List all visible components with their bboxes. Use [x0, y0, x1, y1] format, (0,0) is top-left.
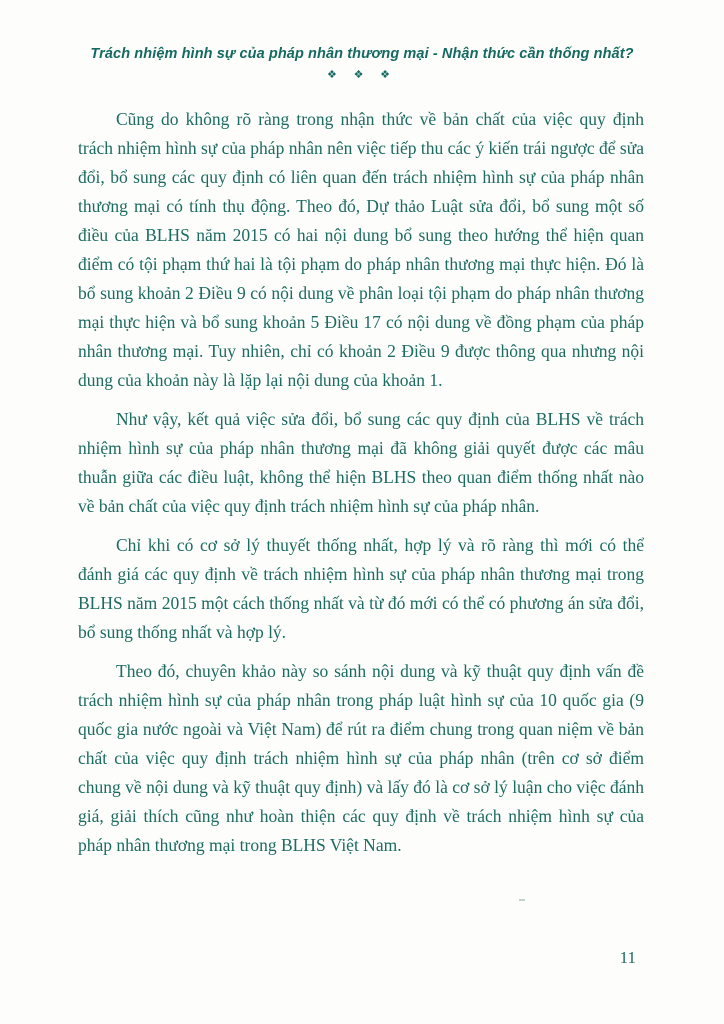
running-header-title: Trách nhiệm hình sự của pháp nhân thương mại - Nhận thức cần thống nhất? — [90, 46, 634, 62]
paragraph-4: Theo đó, chuyên khảo này so sánh nội dung và kỹ thuật quy định vấn đề trách nhiệm hình sự của pháp nhân trong pháp luật hình sự của 10 quốc gia (9 quốc gia nước ngoài và Việt Nam) để rút ra điểm chung trong quan niệm về bản chất của việc quy định trách nhiệm hình sự của pháp nhân (trên cơ sở điểm chung về nội dung và kỹ thuật quy định) và lấy đó là cơ sở lý luận cho việc đánh giá, giải thích cũng như hoàn thiện các quy định về trách nhiệm hình sự của pháp nhân thương mại trong BLHS Việt Nam. — [78, 661, 644, 855]
paragraph-1: Cũng do không rõ ràng trong nhận thức về bản chất của việc quy định trách nhiệm hình sự của pháp nhân nên việc tiếp thu các ý kiến trái ngược để sửa đổi, bổ sung các quy định có liên quan đến trách nhiệm hình sự của pháp nhân thương mại có tính thụ động. Theo đó, Dự thảo Luật sửa đổi, bổ sung một số điều của BLHS năm 2015 có hai nội dung bổ sung theo hướng thể hiện quan điểm có tội phạm thứ hai là tội phạm do pháp nhân thương mại thực hiện. Đó là bổ sung khoản 2 Điều 9 có nội dung về phân loại tội phạm do pháp nhân thương mại thực hiện và bổ sung khoản 5 Điều 17 có nội dung về đồng phạm của pháp nhân thương mại. Tuy nhiên, chỉ có khoản 2 Điều 9 được thông qua nhưng nội dung của khoản này là lặp lại nội dung của khoản 1. — [78, 109, 644, 390]
body-text — [78, 105, 644, 860]
page-number: 11 — [619, 948, 636, 967]
paragraph-3: Chỉ khi có cơ sở lý thuyết thống nhất, hợp lý và rõ ràng thì mới có thể đánh giá các quy định về trách nhiệm hình sự của pháp nhân thương mại trong BLHS năm 2015 một cách thống nhất và từ đó mới có thể có phương án sửa đổi, bổ sung thống nhất và hợp lý. — [78, 535, 644, 642]
paragraph-2: Như vậy, kết quả việc sửa đổi, bổ sung các quy định của BLHS về trách nhiệm hình sự của pháp nhân thương mại đã không giải quyết được các mâu thuẫn giữa các điều luật, không thể hiện BLHS theo quan điểm thống nhất nào về bản chất của việc quy định trách nhiệm hình sự của pháp nhân. — [78, 409, 644, 516]
scan-artifact — [519, 899, 525, 901]
fleuron-ornament: ❖ ❖ ❖ — [326, 69, 398, 81]
